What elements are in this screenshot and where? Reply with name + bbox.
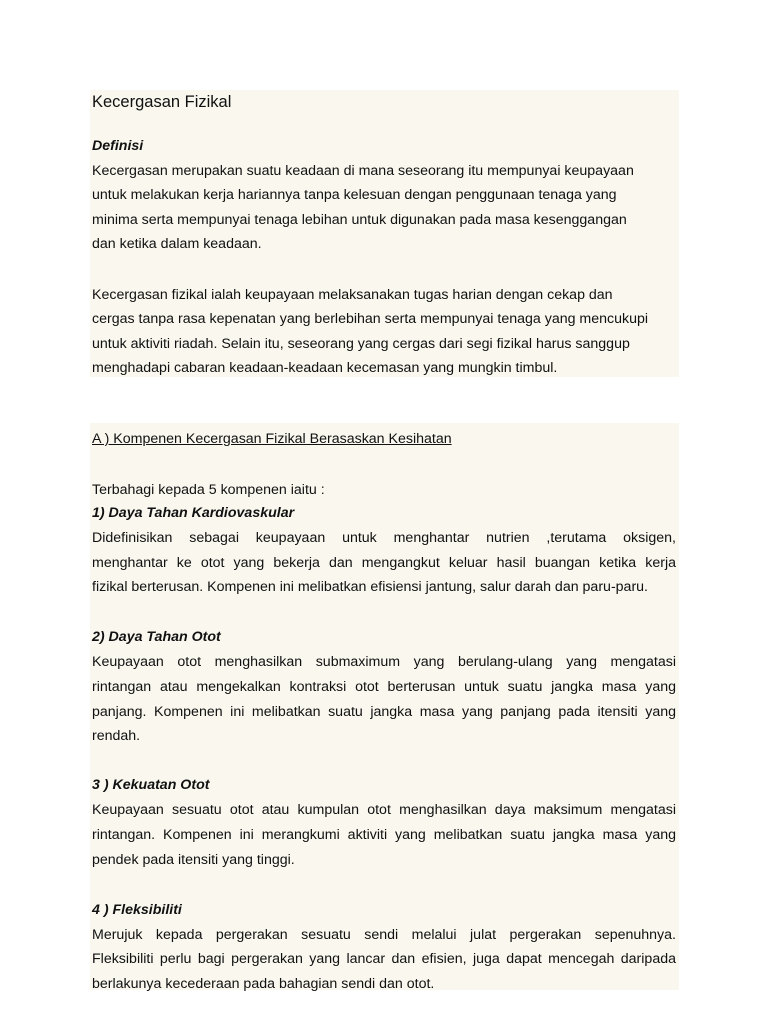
components-intro: Terbahagi kepada 5 kompenen iaitu : (92, 482, 325, 498)
component-title: 1) Daya Tahan Kardiovaskular (92, 505, 295, 521)
section-heading: A ) Kompenen Kecergasan Fizikal Berasaskan Kesihatan (92, 431, 452, 447)
paragraph-line: rintangan. Kompenen ini merangkumi aktiviti yang melibatkan suatu jangka masa yang (92, 827, 676, 843)
paragraph-line: Keupayaan sesuatu otot atau kumpulan otot menghasilkan daya maksimum mengatasi (92, 802, 676, 818)
paragraph-line: pendek pada itensiti yang tinggi. (92, 852, 295, 868)
paragraph-line: rendah. (92, 728, 141, 744)
paragraph-line: panjang. Kompenen ini melibatkan suatu jangka masa yang panjang pada itensiti yang (92, 704, 676, 720)
paragraph-line: minima serta mempunyai tenaga lebihan untuk digunakan pada masa kesenggangan (92, 212, 627, 228)
paragraph-line: menghadapi cabaran keadaan-keadaan kecemasan yang mungkin timbul. (92, 360, 558, 376)
paragraph-line: cergas tanpa rasa kepenatan yang berlebihan serta mempunyai tenaga yang mencukupi (92, 311, 649, 327)
paragraph-line: rintangan atau mengekalkan kontraksi otot berterusan untuk suatu jangka masa yang (92, 679, 676, 695)
document-title: Kecergasan Fizikal (92, 93, 232, 111)
paragraph-line: dan ketika dalam keadaan. (92, 236, 262, 252)
paragraph-line: Didefinisikan sebagai keupayaan untuk menghantar nutrien ,terutama oksigen, (92, 530, 676, 546)
paragraph-line: menghantar ke otot yang bekerja dan mengangkut keluar hasil buangan ketika kerja (92, 555, 676, 571)
component-title: 2) Daya Tahan Otot (92, 629, 221, 645)
paragraph-line: berlakunya kecederaan pada bahagian sendi dan otot. (92, 976, 435, 992)
paragraph-line: Kecergasan fizikal ialah keupayaan melaksanakan tugas harian dengan cekap dan (92, 287, 613, 303)
paragraph-line: untuk melakukan kerja hariannya tanpa kelesuan dengan penggunaan tenaga yang (92, 187, 617, 203)
paragraph-line: Kecergasan merupakan suatu keadaan di mana seseorang itu mempunyai keupayaan (92, 163, 634, 179)
paragraph-line: untuk aktiviti riadah. Selain itu, seseorang yang cergas dari segi fizikal harus sanggup (92, 336, 630, 352)
component-title: 3 ) Kekuatan Otot (92, 777, 210, 793)
paragraph-line: Merujuk kepada pergerakan sesuatu sendi melalui julat pergerakan sepenuhnya. (92, 927, 676, 943)
paragraph-line: Fleksibiliti perlu bagi pergerakan yang lancar dan efisien, juga dapat mencegah daripada (92, 951, 676, 967)
component-title: 4 ) Fleksibiliti (92, 902, 182, 918)
definition-heading: Definisi (92, 138, 144, 154)
paragraph-line: fizikal berterusan. Kompenen ini melibatkan efisiensi jantung, salur darah dan paru-paru. (92, 579, 649, 595)
paragraph-line: Keupayaan otot menghasilkan submaximum yang berulang-ulang yang mengatasi (92, 654, 676, 670)
